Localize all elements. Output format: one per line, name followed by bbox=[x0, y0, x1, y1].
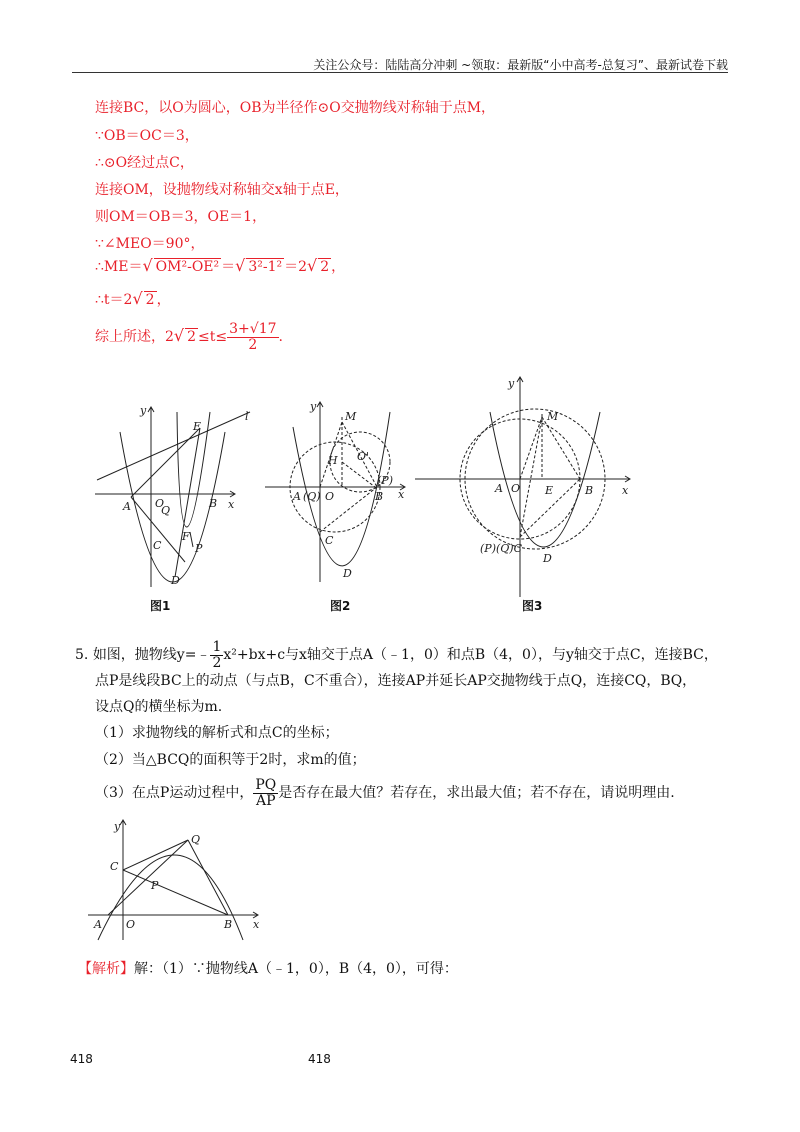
part-3-text-b: 是否存在最大值？若存在，求出最大值；若不存在，请说明理由. bbox=[278, 785, 675, 802]
svg-text:O': O' bbox=[357, 450, 370, 463]
coef-num: 1 bbox=[212, 639, 222, 655]
svg-text:y: y bbox=[140, 404, 147, 417]
solution-line-4: 连接OM，设抛物线对称轴交x轴于点E， bbox=[95, 182, 349, 198]
figure-2 bbox=[265, 402, 405, 582]
t-label: ∴t＝2 bbox=[95, 292, 133, 308]
svg-text:y: y bbox=[508, 377, 515, 390]
svg-text:O: O bbox=[155, 497, 165, 510]
svg-text:B: B bbox=[224, 918, 233, 931]
question-part-3 bbox=[95, 778, 675, 808]
svg-text:C: C bbox=[110, 860, 119, 873]
t-radicand: 2 bbox=[145, 292, 155, 308]
figures-row bbox=[85, 372, 645, 607]
svg-text:(P)(Q)C: (P)(Q)C bbox=[480, 542, 523, 555]
me-radicand-1: OM²-OE² bbox=[155, 259, 220, 275]
upper-bound-fraction bbox=[227, 322, 278, 352]
coef-den: 2 bbox=[212, 654, 222, 671]
analysis-text: 解：（1）∵抛物线A（﹣1，0），B（4，0），可得： bbox=[134, 961, 458, 977]
inequality: ≤t≤ bbox=[198, 329, 228, 346]
me-radicand-2: 3²-1² bbox=[248, 259, 283, 275]
question-number: 5. bbox=[75, 647, 89, 664]
summary-radicand: 2 bbox=[187, 329, 197, 346]
question-5-line-1 bbox=[75, 640, 718, 670]
ratio-den: AP bbox=[253, 793, 278, 809]
svg-text:A: A bbox=[94, 918, 102, 931]
svg-text:F: F bbox=[182, 530, 190, 543]
svg-text:(P): (P) bbox=[377, 474, 393, 487]
svg-text:E: E bbox=[545, 484, 554, 497]
svg-text:D: D bbox=[171, 574, 180, 587]
question-5-figure bbox=[88, 815, 273, 945]
period: . bbox=[278, 329, 283, 346]
figure-3 bbox=[415, 377, 630, 597]
solution-line-5: 则OM＝OB＝3，OE＝1， bbox=[95, 209, 267, 225]
svg-text:y: y bbox=[114, 820, 121, 833]
svg-text:y: y bbox=[310, 400, 317, 413]
svg-text:(Q): (Q) bbox=[303, 490, 321, 503]
svg-text:D: D bbox=[343, 567, 352, 580]
figure-1-labels bbox=[122, 404, 249, 587]
summary-label: 综上所述，2 bbox=[95, 329, 174, 346]
svg-text:B: B bbox=[585, 484, 594, 497]
svg-text:M: M bbox=[547, 410, 559, 423]
svg-text:P: P bbox=[195, 542, 203, 555]
svg-text:D: D bbox=[543, 552, 552, 565]
me-label: ∴ME＝ bbox=[95, 259, 143, 275]
solution-line-3: ∴⊙O经过点C， bbox=[95, 155, 194, 171]
solution-line-8: ∴t＝2√ 2 ， bbox=[95, 289, 171, 308]
svg-text:B: B bbox=[375, 490, 384, 503]
svg-text:x: x bbox=[398, 488, 405, 501]
question-5-line-3: 设点Q的横坐标为m. bbox=[95, 699, 223, 715]
svg-text:O: O bbox=[511, 482, 521, 495]
solution-line-1: 连接BC，以O为圆心，OB为半径作⊙O交抛物线对称轴于点M， bbox=[95, 100, 496, 116]
solution-line-7: ∴ME＝√ OM²-OE² ＝√ 3²-1² ＝2√ 2 ， bbox=[95, 256, 346, 275]
solution-line-6: ∵∠MEO＝90°， bbox=[95, 236, 205, 252]
comma-2: ， bbox=[156, 292, 171, 308]
question-part-1: （1）求抛物线的解析式和点C的坐标； bbox=[95, 725, 339, 741]
comma-1: ， bbox=[331, 259, 346, 275]
equals-2: ＝ bbox=[284, 259, 299, 275]
svg-text:E: E bbox=[193, 420, 202, 433]
figure-3-caption: 图3 bbox=[522, 599, 543, 613]
page-header: 关注公众号：陆陆高分冲刺 ~领取：最新版“小中高考-总复习”、最新试卷下载 bbox=[313, 58, 728, 72]
figure-1 bbox=[95, 407, 250, 587]
svg-text:A: A bbox=[495, 482, 503, 495]
ratio-num: PQ bbox=[255, 777, 277, 793]
coef-fraction bbox=[210, 640, 223, 670]
figure-2-caption: 图2 bbox=[330, 599, 351, 613]
question-part-2: （2）当△BCQ的面积等于2时，求m的值； bbox=[95, 752, 366, 768]
svg-text:x: x bbox=[622, 484, 629, 497]
svg-text:x: x bbox=[253, 918, 260, 931]
svg-text:M: M bbox=[345, 410, 357, 423]
coef-2: 2 bbox=[298, 259, 308, 275]
svg-text:Q: Q bbox=[161, 504, 171, 517]
figure-1-caption: 图1 bbox=[150, 599, 171, 613]
svg-text:C: C bbox=[325, 534, 334, 547]
page-number-left: 418 bbox=[70, 1052, 93, 1066]
svg-text:P: P bbox=[151, 879, 159, 892]
upper-bound-num: 3+√17 bbox=[229, 321, 277, 337]
svg-text:C: C bbox=[153, 539, 162, 552]
solution-line-9: 综上所述，2√ 2 ≤t≤ $\frac{3+√17}{2}$ . bbox=[95, 321, 283, 353]
part-3-text-a: （3）在点P运动过程中， bbox=[95, 785, 254, 802]
svg-text:H: H bbox=[328, 454, 338, 467]
svg-text:A: A bbox=[123, 500, 131, 513]
equals-1: ＝ bbox=[221, 259, 236, 275]
ratio-fraction bbox=[253, 778, 278, 808]
svg-text:B: B bbox=[209, 497, 218, 510]
svg-text:O: O bbox=[126, 918, 136, 931]
svg-text:x: x bbox=[228, 498, 235, 511]
question-5-line-2: 点P是线段BC上的动点（与点B，C不重合），连接AP并延长AP交抛物线于点Q，连接CQ，BQ， bbox=[95, 673, 697, 689]
question-text-1b: x²+bx+c与x轴交于点A（﹣1，0）和点B（4，0），与y轴交于点C，连接BC， bbox=[223, 647, 718, 664]
question-text-1a: 如图，抛物线y=﹣ bbox=[92, 647, 211, 664]
svg-text:l: l bbox=[245, 410, 249, 423]
analysis-tag: 【解析】 bbox=[78, 961, 134, 977]
radicand-2: 2 bbox=[320, 259, 330, 275]
analysis-line bbox=[78, 958, 458, 978]
page-number-center: 418 bbox=[308, 1052, 331, 1066]
header-rule bbox=[72, 72, 728, 73]
solution-line-2: ∵OB＝OC＝3， bbox=[95, 128, 199, 144]
svg-text:Q: Q bbox=[191, 833, 201, 846]
upper-bound-den: 2 bbox=[227, 337, 278, 353]
svg-text:A: A bbox=[293, 490, 301, 503]
svg-text:O: O bbox=[325, 490, 335, 503]
